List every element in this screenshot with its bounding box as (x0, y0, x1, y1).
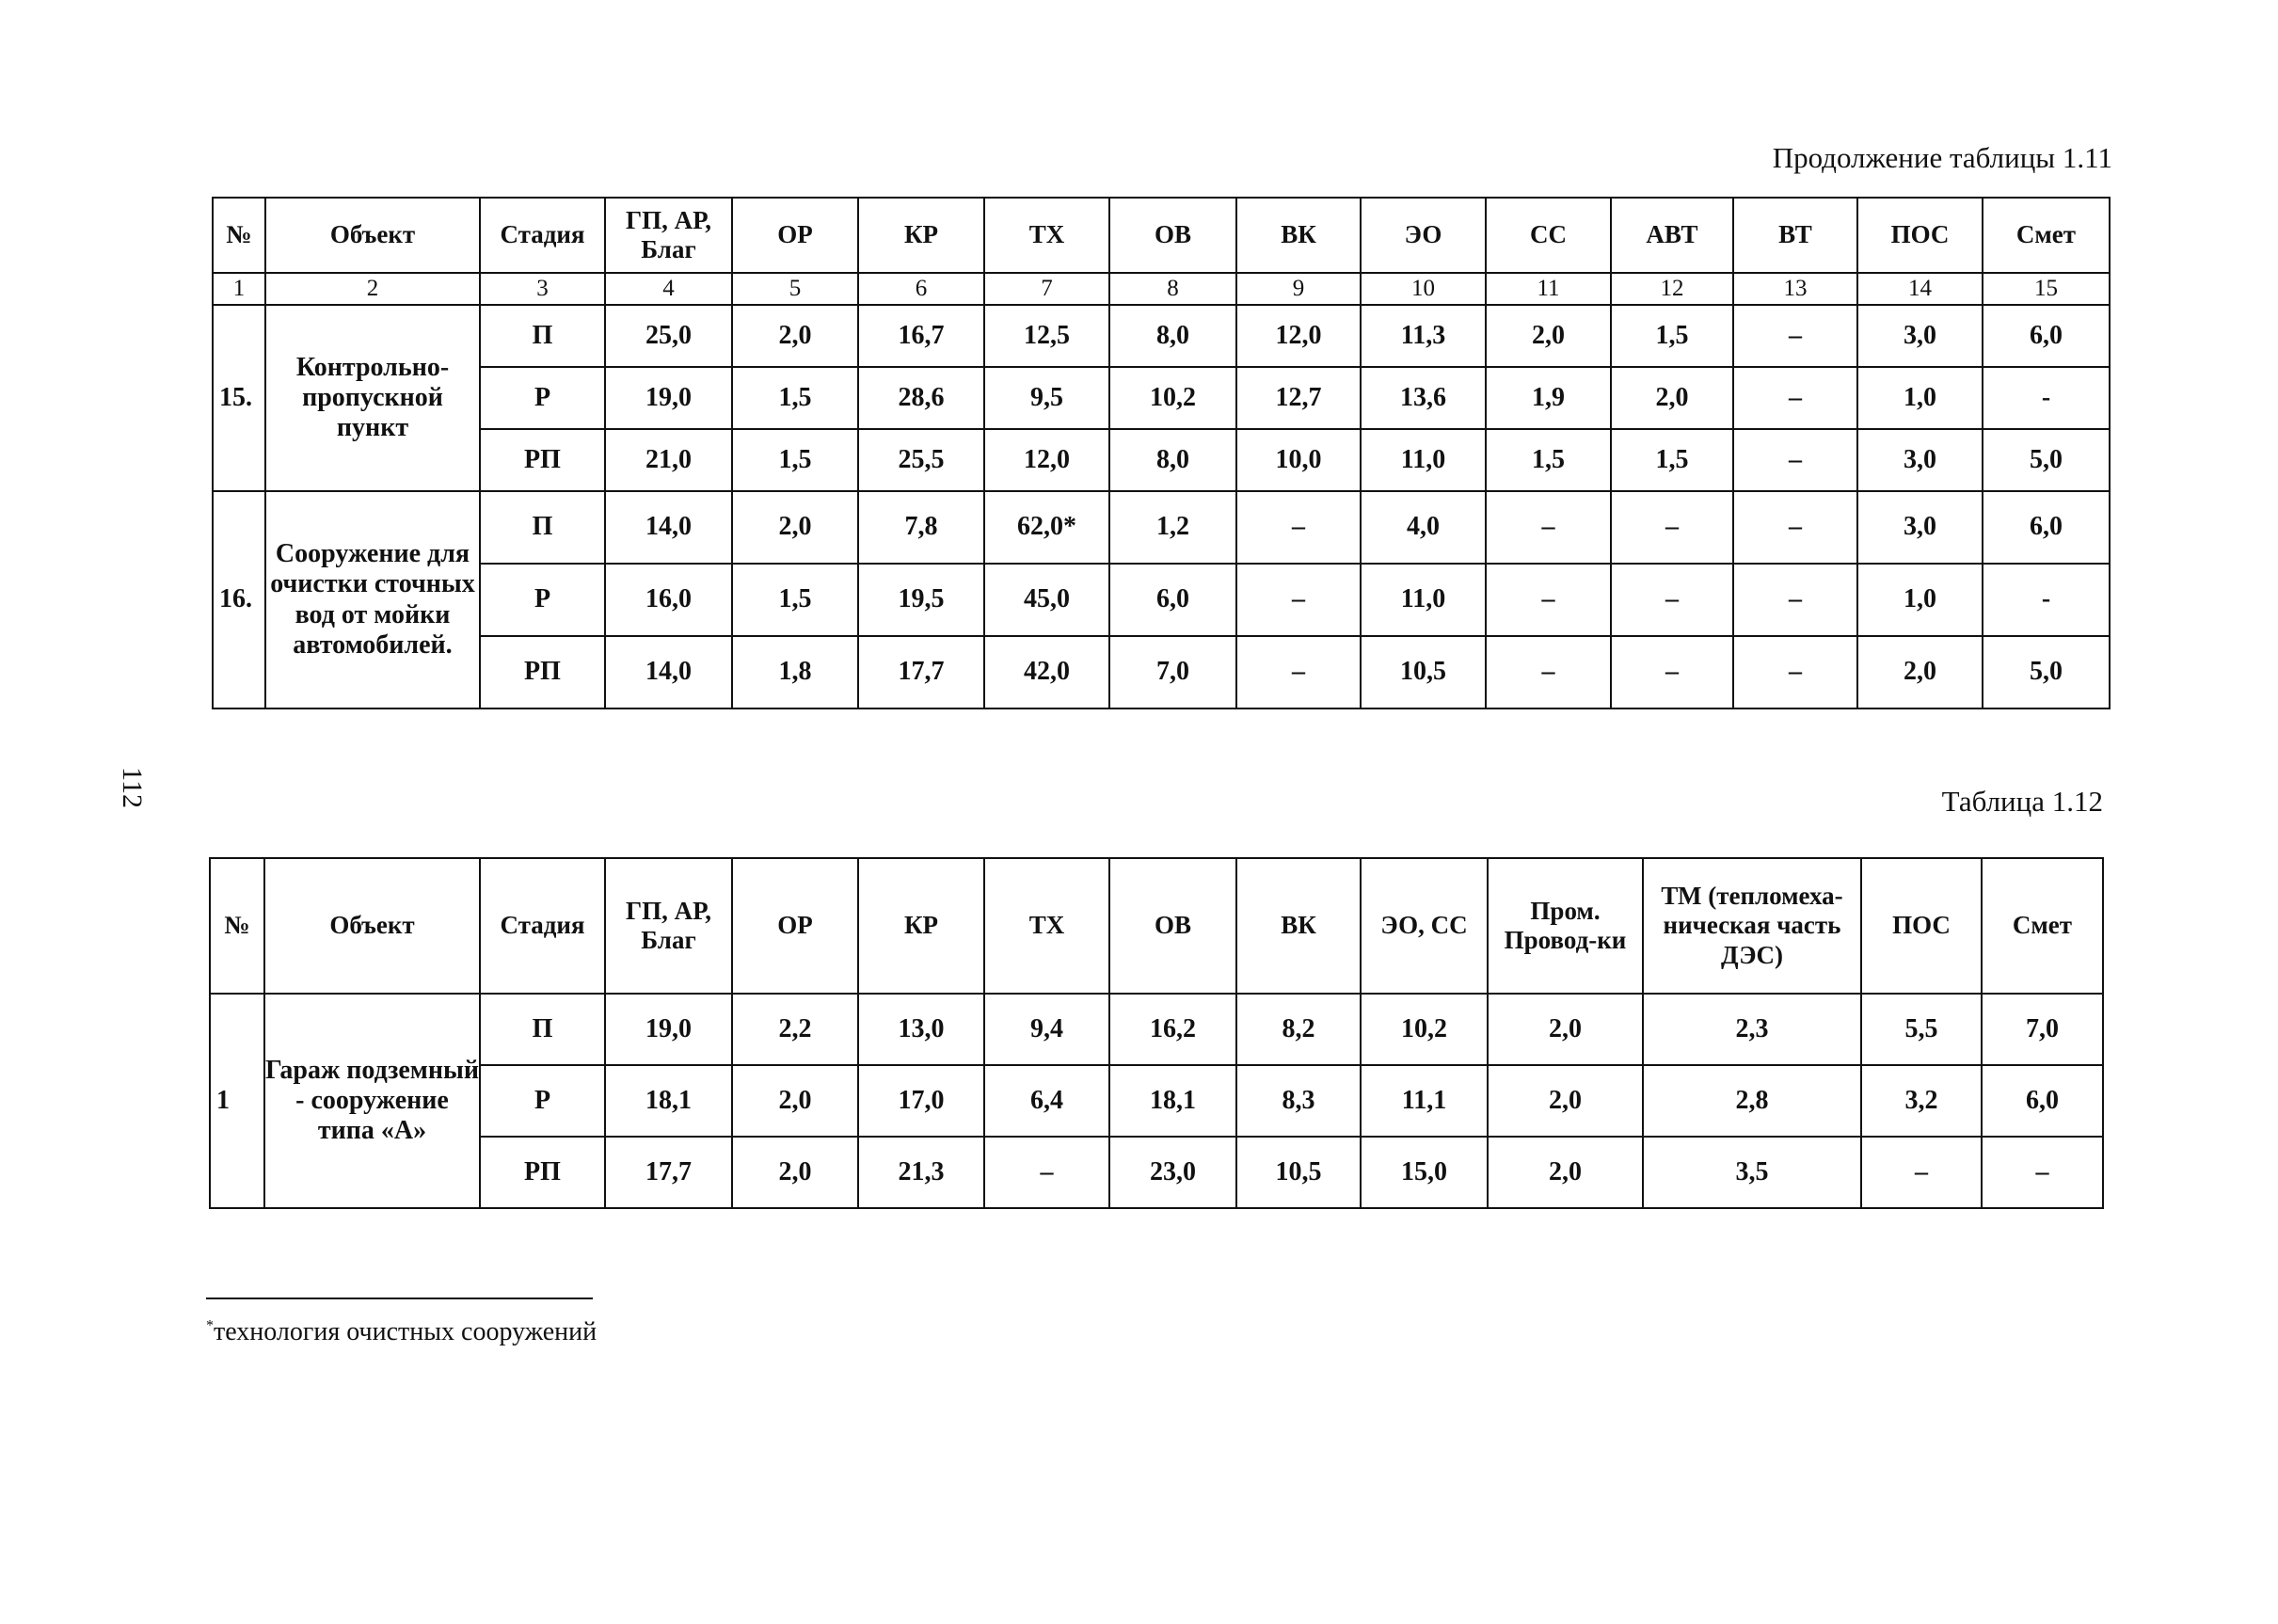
value-cell: – (1733, 636, 1857, 709)
value-cell: 23,0 (1109, 1137, 1236, 1208)
object-name: Сооружение для очистки сточных вод от мойки автомобилей. (265, 491, 480, 709)
value-cell: 2,0 (732, 1137, 858, 1208)
value-cell: 2,0 (1488, 994, 1643, 1065)
column-header: ОР (732, 858, 858, 994)
column-header: Смет (1983, 198, 2110, 273)
value-cell: 8,0 (1109, 305, 1236, 367)
column-number: 1 (213, 273, 265, 305)
stage-cell: Р (480, 1065, 605, 1137)
stage-cell: РП (480, 429, 605, 491)
value-cell: 6,0 (1982, 1065, 2103, 1137)
column-header: № (210, 858, 264, 994)
column-header: ЭО (1361, 198, 1486, 273)
value-cell: 2,0 (732, 491, 858, 564)
column-header: ЭО, СС (1361, 858, 1488, 994)
column-number: 7 (984, 273, 1109, 305)
value-cell: 15,0 (1361, 1137, 1488, 1208)
value-cell: 1,0 (1857, 564, 1983, 636)
stage-cell: Р (480, 564, 605, 636)
table-row (213, 636, 2110, 709)
column-number: 2 (265, 273, 480, 305)
table-1-11-caption: Продолжение таблицы 1.11 (1772, 141, 2112, 174)
value-cell: 17,7 (858, 636, 984, 709)
value-cell: 19,0 (605, 367, 732, 429)
column-header: ГП, АР, Благ (605, 198, 732, 273)
value-cell: – (1486, 636, 1611, 709)
value-cell: 14,0 (605, 491, 732, 564)
column-number: 9 (1236, 273, 1361, 305)
value-cell: 1,9 (1486, 367, 1611, 429)
value-cell: 18,1 (605, 1065, 732, 1137)
column-number: 8 (1109, 273, 1236, 305)
value-cell: 2,2 (732, 994, 858, 1065)
column-number: 6 (858, 273, 984, 305)
column-header: Объект (264, 858, 480, 994)
value-cell: 1,0 (1857, 367, 1983, 429)
value-cell: 7,0 (1109, 636, 1236, 709)
value-cell: – (1861, 1137, 1982, 1208)
value-cell: 10,5 (1361, 636, 1486, 709)
value-cell: – (1733, 367, 1857, 429)
column-number: 4 (605, 273, 732, 305)
value-cell: 4,0 (1361, 491, 1486, 564)
value-cell: 42,0 (984, 636, 1109, 709)
object-name: Гараж подземный - сооружение типа «А» (264, 994, 480, 1208)
table-1-12-caption: Таблица 1.12 (1941, 785, 2103, 818)
value-cell: 8,0 (1109, 429, 1236, 491)
value-cell: 12,7 (1236, 367, 1361, 429)
value-cell: – (1733, 491, 1857, 564)
column-header: ОР (732, 198, 858, 273)
column-number: 10 (1361, 273, 1486, 305)
table-row (213, 491, 2110, 564)
column-header: СС (1486, 198, 1611, 273)
column-header: КР (858, 858, 984, 994)
value-cell: 1,8 (732, 636, 858, 709)
value-cell: 8,3 (1236, 1065, 1361, 1137)
value-cell: 21,0 (605, 429, 732, 491)
value-cell: 17,7 (605, 1137, 732, 1208)
value-cell: - (1983, 564, 2110, 636)
value-cell: 5,0 (1983, 636, 2110, 709)
value-cell: 25,5 (858, 429, 984, 491)
column-header: ВТ (1733, 198, 1857, 273)
value-cell: 16,2 (1109, 994, 1236, 1065)
stage-cell: РП (480, 636, 605, 709)
value-cell: 2,0 (732, 305, 858, 367)
value-cell: 13,6 (1361, 367, 1486, 429)
value-cell: – (1486, 491, 1611, 564)
value-cell: 17,0 (858, 1065, 984, 1137)
value-cell: 3,0 (1857, 429, 1983, 491)
column-number: 12 (1611, 273, 1733, 305)
value-cell: 7,0 (1982, 994, 2103, 1065)
footnote-marker: * (206, 1317, 214, 1334)
column-header: Стадия (480, 198, 605, 273)
value-cell: 11,1 (1361, 1065, 1488, 1137)
column-header: ТХ (984, 198, 1109, 273)
value-cell: 5,0 (1983, 429, 2110, 491)
value-cell: 11,0 (1361, 564, 1486, 636)
value-cell: 1,2 (1109, 491, 1236, 564)
footnote-text: технология очистных сооружений (214, 1317, 597, 1346)
value-cell: 1,5 (732, 429, 858, 491)
value-cell: 3,5 (1643, 1137, 1861, 1208)
value-cell: 7,8 (858, 491, 984, 564)
row-number: 16. (213, 491, 265, 709)
stage-cell: П (480, 994, 605, 1065)
value-cell: 10,2 (1361, 994, 1488, 1065)
value-cell: 1,5 (1611, 305, 1733, 367)
value-cell: – (1486, 564, 1611, 636)
value-cell: – (1611, 491, 1733, 564)
column-number: 3 (480, 273, 605, 305)
value-cell: 6,0 (1983, 305, 2110, 367)
value-cell: 11,0 (1361, 429, 1486, 491)
column-header: Пром. Провод-ки (1488, 858, 1643, 994)
value-cell: 2,0 (1857, 636, 1983, 709)
value-cell: 62,0* (984, 491, 1109, 564)
stage-cell: П (480, 305, 605, 367)
object-name: Контрольно-пропускной пункт (265, 305, 480, 491)
value-cell: – (1733, 564, 1857, 636)
table-row (210, 994, 2103, 1065)
value-cell: – (1982, 1137, 2103, 1208)
value-cell: – (984, 1137, 1109, 1208)
value-cell: – (1733, 429, 1857, 491)
table-row (210, 1137, 2103, 1208)
value-cell: 21,3 (858, 1137, 984, 1208)
value-cell: 1,5 (1486, 429, 1611, 491)
column-header: ГП, АР, Благ (605, 858, 732, 994)
value-cell: 10,2 (1109, 367, 1236, 429)
value-cell: – (1236, 564, 1361, 636)
footnote (206, 1317, 597, 1347)
column-number: 14 (1857, 273, 1983, 305)
stage-cell: Р (480, 367, 605, 429)
footnote-divider (206, 1298, 593, 1299)
table-row (213, 564, 2110, 636)
table-row (213, 429, 2110, 491)
value-cell: – (1611, 636, 1733, 709)
column-header: Стадия (480, 858, 605, 994)
value-cell: – (1236, 491, 1361, 564)
header-row (210, 858, 2103, 994)
value-cell: 10,0 (1236, 429, 1361, 491)
stage-cell: П (480, 491, 605, 564)
table-1-12 (209, 857, 2104, 1209)
value-cell: 11,3 (1361, 305, 1486, 367)
value-cell: 1,5 (1611, 429, 1733, 491)
value-cell: 2,0 (1488, 1065, 1643, 1137)
value-cell: – (1236, 636, 1361, 709)
value-cell: 19,5 (858, 564, 984, 636)
stage-cell: РП (480, 1137, 605, 1208)
value-cell: 12,5 (984, 305, 1109, 367)
value-cell: 3,0 (1857, 305, 1983, 367)
value-cell: 5,5 (1861, 994, 1982, 1065)
table-1-11 (212, 197, 2111, 709)
row-number: 1 (210, 994, 264, 1208)
value-cell: 3,2 (1861, 1065, 1982, 1137)
column-header: Смет (1982, 858, 2103, 994)
value-cell: - (1983, 367, 2110, 429)
value-cell: 19,0 (605, 994, 732, 1065)
value-cell: 12,0 (984, 429, 1109, 491)
value-cell: 6,0 (1109, 564, 1236, 636)
value-cell: 1,5 (732, 367, 858, 429)
table-row (213, 367, 2110, 429)
table-row (213, 305, 2110, 367)
value-cell: – (1611, 564, 1733, 636)
value-cell: 45,0 (984, 564, 1109, 636)
column-header: ВК (1236, 198, 1361, 273)
value-cell: 18,1 (1109, 1065, 1236, 1137)
column-header: ОВ (1109, 858, 1236, 994)
column-header: № (213, 198, 265, 273)
column-header: ТМ (тепломеха-ническая часть ДЭС) (1643, 858, 1861, 994)
value-cell: 8,2 (1236, 994, 1361, 1065)
header-row (213, 198, 2110, 273)
value-cell: – (1733, 305, 1857, 367)
column-header: ОВ (1109, 198, 1236, 273)
column-number-row (213, 273, 2110, 305)
value-cell: 3,0 (1857, 491, 1983, 564)
value-cell: 14,0 (605, 636, 732, 709)
value-cell: 28,6 (858, 367, 984, 429)
column-number: 11 (1486, 273, 1611, 305)
value-cell: 2,0 (1486, 305, 1611, 367)
value-cell: 16,7 (858, 305, 984, 367)
column-header: ПОС (1857, 198, 1983, 273)
value-cell: 9,5 (984, 367, 1109, 429)
column-number: 13 (1733, 273, 1857, 305)
value-cell: 2,0 (1611, 367, 1733, 429)
page-number: 112 (116, 767, 148, 808)
value-cell: 9,4 (984, 994, 1109, 1065)
column-header: ВК (1236, 858, 1361, 994)
value-cell: 16,0 (605, 564, 732, 636)
value-cell: 10,5 (1236, 1137, 1361, 1208)
value-cell: 13,0 (858, 994, 984, 1065)
column-number: 5 (732, 273, 858, 305)
column-header: ТХ (984, 858, 1109, 994)
value-cell: 12,0 (1236, 305, 1361, 367)
column-header: Объект (265, 198, 480, 273)
column-number: 15 (1983, 273, 2110, 305)
value-cell: 6,0 (1983, 491, 2110, 564)
value-cell: 2,3 (1643, 994, 1861, 1065)
value-cell: 2,0 (1488, 1137, 1643, 1208)
column-header: АВТ (1611, 198, 1733, 273)
row-number: 15. (213, 305, 265, 491)
value-cell: 2,0 (732, 1065, 858, 1137)
value-cell: 25,0 (605, 305, 732, 367)
value-cell: 6,4 (984, 1065, 1109, 1137)
table-row (210, 1065, 2103, 1137)
column-header: ПОС (1861, 858, 1982, 994)
value-cell: 2,8 (1643, 1065, 1861, 1137)
value-cell: 1,5 (732, 564, 858, 636)
column-header: КР (858, 198, 984, 273)
